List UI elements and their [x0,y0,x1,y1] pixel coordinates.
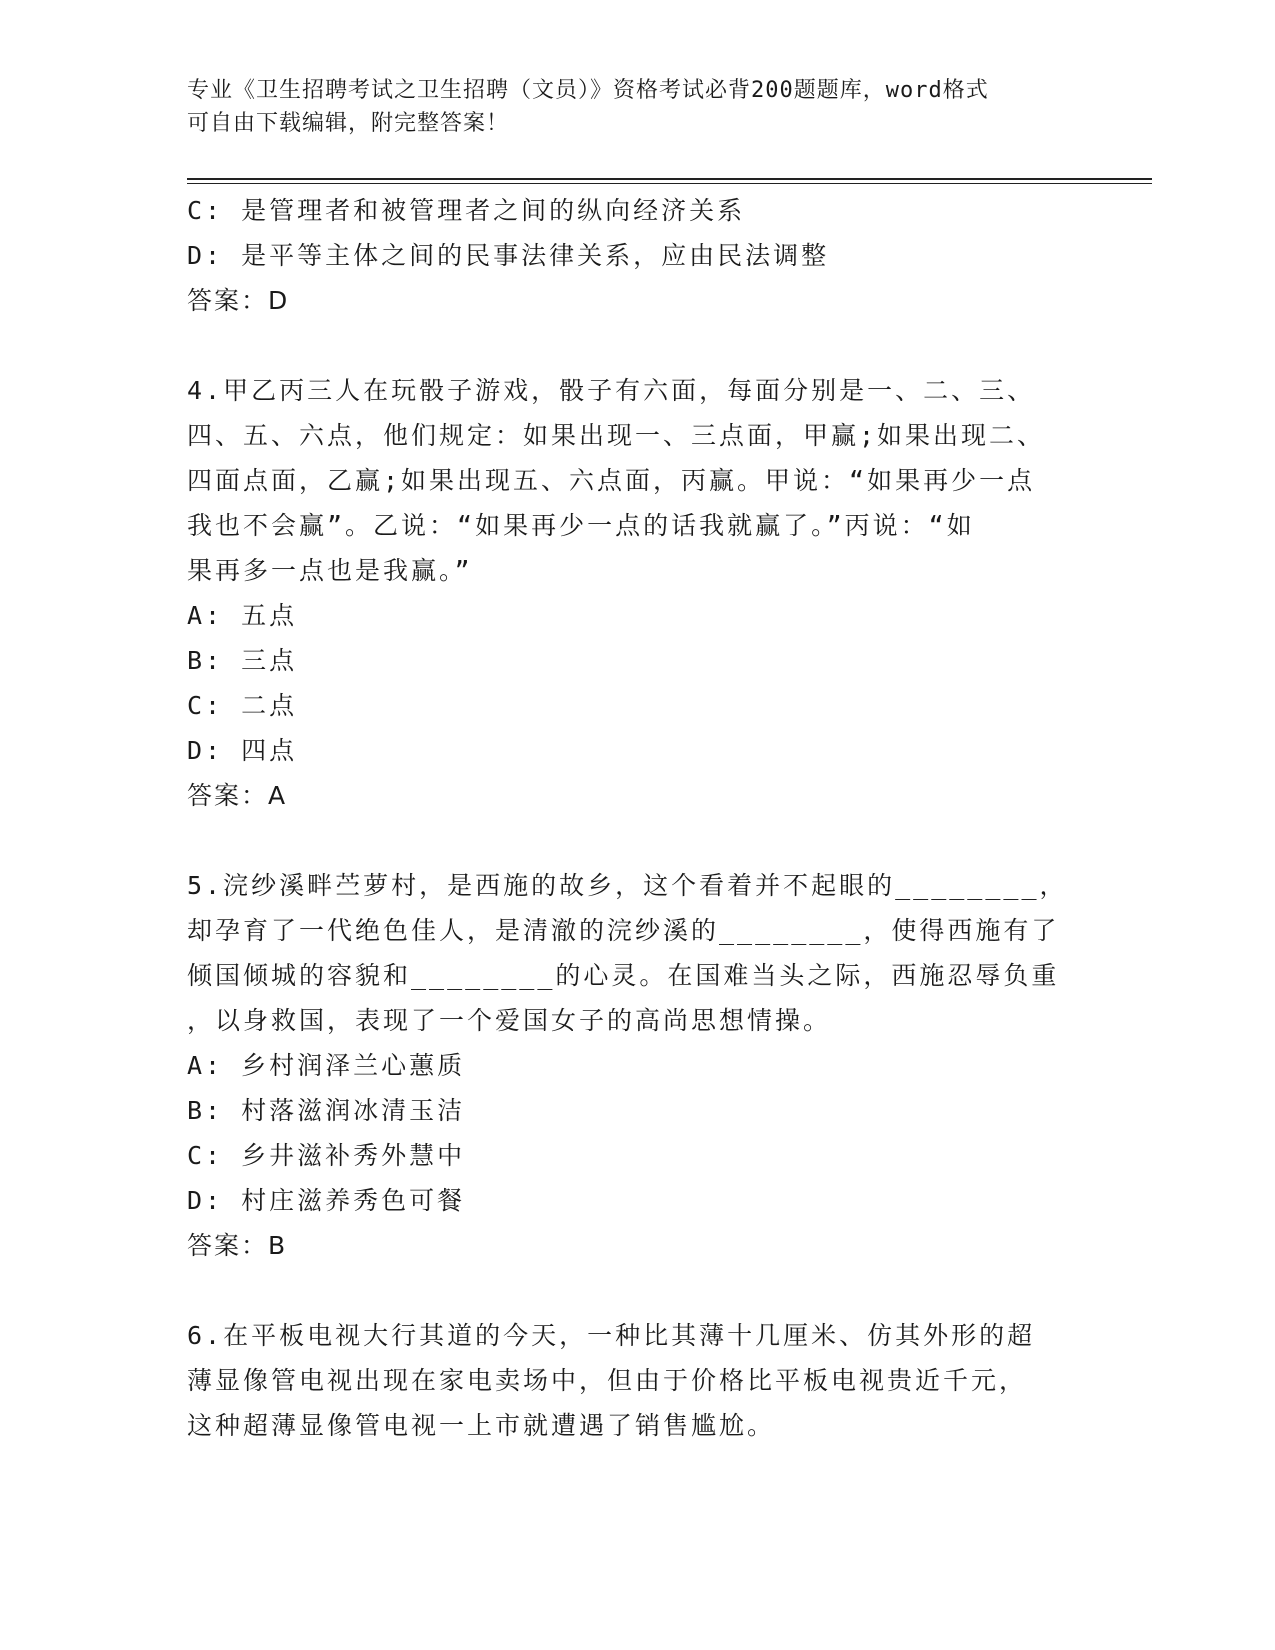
question-3 [187,188,1067,323]
option-d: D: 村庄滋养秀色可餐 [187,1186,466,1215]
option-a: A: 乡村润泽兰心蕙质 [187,1051,466,1080]
option-a: A: 五点 [187,601,298,630]
question-stem-line: 我也不会赢”。乙说：“如果再少一点的话我就赢了。”丙说：“如 [187,511,975,540]
option-b: B: 三点 [187,646,298,675]
question-stem-line: 却孕育了一代绝色佳人，是清澈的浣纱溪的________，使得西施有了 [187,916,1060,945]
option-d: D: 是平等主体之间的民事法律关系，应由民法调整 [187,241,830,270]
header-title-line-1: 专业《卫生招聘考试之卫生招聘（文员）》资格考试必背200题题库，word格式 [187,78,989,103]
question-4 [187,368,1067,818]
question-stem-line: 6.在平板电视大行其道的今天，一种比其薄十几厘米、仿其外形的超 [187,1321,1036,1350]
option-b: B: 村落滋润冰清玉洁 [187,1096,466,1125]
header-divider-thick [187,178,1152,180]
question-stem-line: 四、五、六点，他们规定：如果出现一、三点面，甲赢;如果出现二、 [187,421,1046,450]
option-c: C: 乡井滋补秀外慧中 [187,1141,466,1170]
question-stem-line: 薄显像管电视出现在家电卖场中，但由于价格比平板电视贵近千元， [187,1366,1028,1395]
spacer [187,1268,1067,1313]
answer: 答案：A [187,781,288,810]
answer: 答案：D [187,286,290,315]
question-5 [187,863,1067,1268]
question-stem-line: 5.浣纱溪畔苎萝村，是西施的故乡，这个看着并不起眼的________， [187,871,1068,900]
question-stem-line: 果再多一点也是我赢。” [187,556,473,585]
answer: 答案：B [187,1231,288,1260]
question-stem-line: 倾国倾城的容貌和________的心灵。在国难当头之际，西施忍辱负重 [187,961,1060,990]
header-title-line-2: 可自由下载编辑，附完整答案！ [187,111,510,136]
option-c: C: 二点 [187,691,298,720]
question-stem-line: 四面点面，乙赢;如果出现五、六点面，丙赢。甲说：“如果再少一点 [187,466,1036,495]
option-c: C: 是管理者和被管理者之间的纵向经济关系 [187,196,746,225]
question-6 [187,1313,1067,1448]
question-content [187,188,1067,1448]
header-divider-thin [187,183,1152,184]
page-header [187,74,1067,140]
spacer [187,323,1067,368]
spacer [187,818,1067,863]
question-stem-line: ，以身救国，表现了一个爱国女子的高尚思想情操。 [187,1006,832,1035]
question-stem-line: 4.甲乙丙三人在玩骰子游戏，骰子有六面，每面分别是一、二、三、 [187,376,1036,405]
question-stem-line: 这种超薄显像管电视一上市就遭遇了销售尴尬。 [187,1411,776,1440]
option-d: D: 四点 [187,736,298,765]
